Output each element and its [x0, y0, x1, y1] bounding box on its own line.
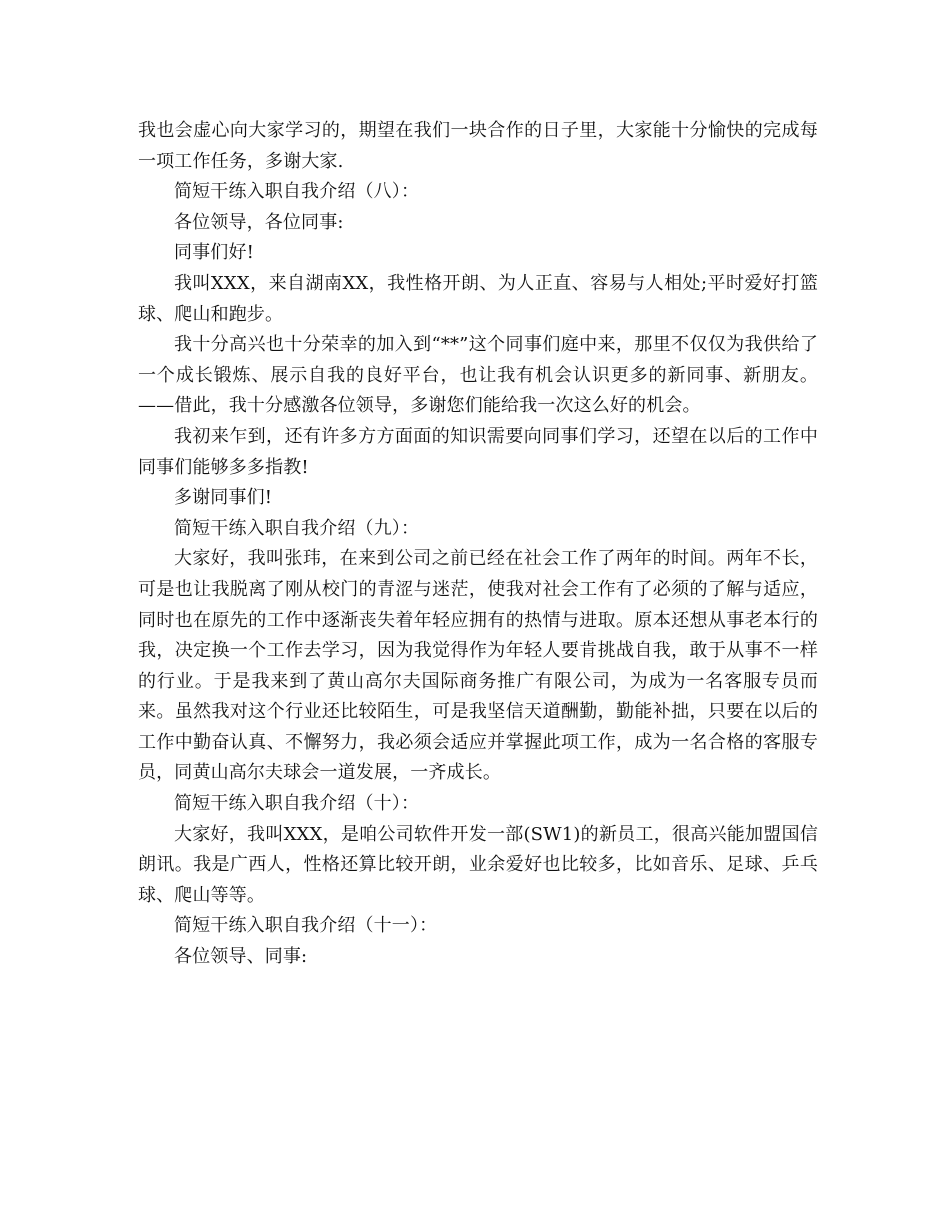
paragraph-software-department-intro: 大家好，我叫XXX，是咱公司软件开发一部(SW1)的新员工，很高兴能加盟国信朗讯。我是广西人，性格还算比较开朗，业余爱好也比较多，比如音乐、足球、乒乓球、爬山等等。: [138, 823, 818, 906]
paragraph-joining-gratitude: 我十分高兴也十分荣幸的加入到“**”这个同事们庭中来，那里不仅仅为我供给了一个成长锻炼、展示自我的良好平台，也让我有机会认识更多的新同事、新朋友。——借此，我十分感激各位领导，多谢您们能给我一次这么好的机会。: [138, 334, 818, 417]
section-heading-ten: 简短干练入职自我介绍（十）：: [174, 793, 420, 815]
paragraph-zhang-wei-intro: 大家好，我叫张玮，在来到公司之前已经在社会工作了两年的时间。两年不长，可是也让我脱离了刚从校门的青涩与迷茫，使我对社会工作有了必须的了解与适应，同时也在原先的工作中逐渐丧失着年轻应拥有的热情与进取。原本还想从事老本行的我，决定换一个工作去学习，因为我觉得作为年轻人要肯挑战自我，敢于从事不一样的行业。于是我来到了黄山高尔夫国际商务推广有限公司，为成为一名客服专员而来。虽然我对这个行业还比较陌生，可是我坚信天道酬勤，勤能补拙，只要在以后的工作中勤奋认真、不懈努力，我必须会适应并掌握此项工作，成为一名合格的客服专员，同黄山高尔夫球会一道发展，一齐成长。: [138, 548, 818, 784]
salutation-leaders-colleagues-final: 各位领导、同事:: [174, 946, 308, 968]
section-heading-nine: 简短干练入职自我介绍（九）：: [174, 517, 420, 539]
paragraph-learning-request: 我初来乍到，还有许多方方面面的知识需要向同事们学习，还望在以后的工作中同事们能够多多指教!: [138, 425, 818, 478]
paragraph-personal-intro: 我叫XXX，来自湖南XX，我性格开朗、为人正直、容易与人相处;平时爱好打篮球、爬山和跑步。: [138, 272, 818, 325]
greeting-colleagues: 同事们好!: [174, 242, 254, 264]
section-heading-eight: 简短干练入职自我介绍（八）：: [174, 181, 420, 203]
closing-thanks: 多谢同事们!: [174, 487, 273, 509]
salutation-leaders-colleagues: 各位领导，各位同事:: [174, 211, 344, 233]
paragraph-intro-ending: 我也会虚心向大家学习的，期望在我们一块合作的日子里，大家能十分愉快的完成每一项工作任务，多谢大家.: [138, 120, 818, 172]
document-body: [138, 116, 818, 973]
section-heading-eleven: 简短干练入职自我介绍（十一）：: [174, 915, 438, 937]
